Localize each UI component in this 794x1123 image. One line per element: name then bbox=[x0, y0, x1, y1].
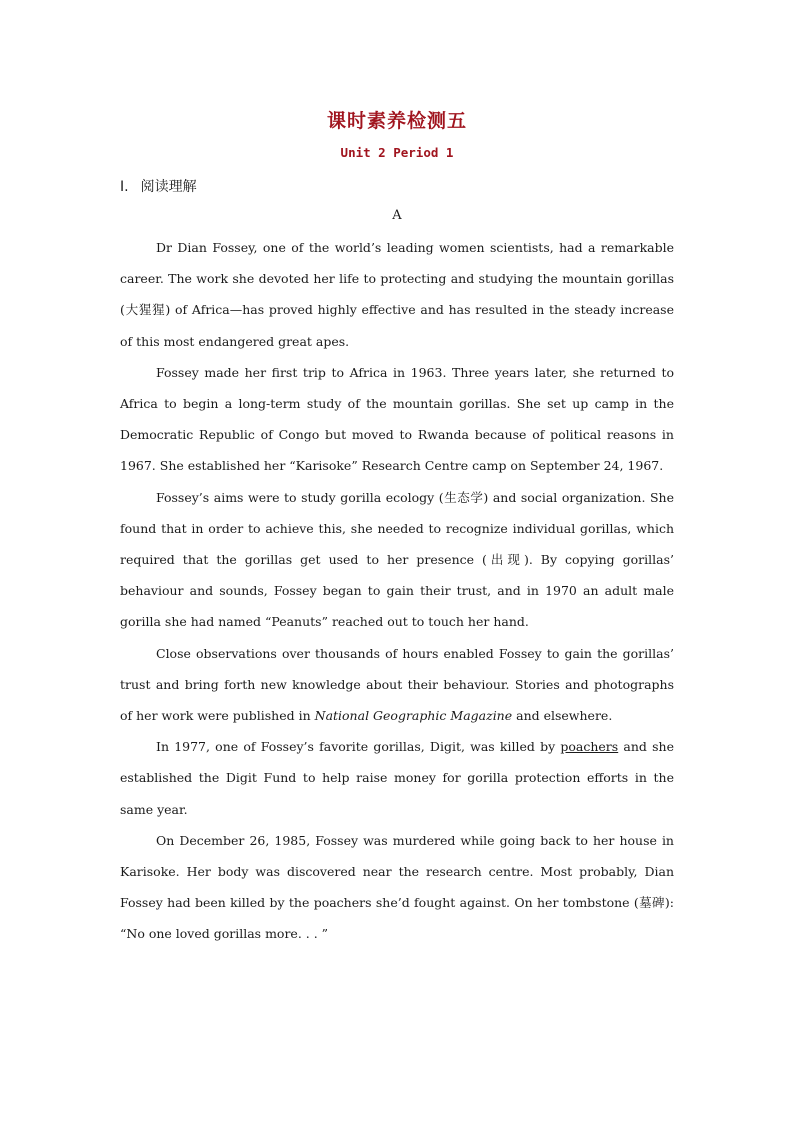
paragraph-5 bbox=[120, 731, 674, 825]
paragraph-3: Fossey’s aims were to study gorilla ecology (生态学) and social organization. She found that in order to achieve this, she needed to recognize individual gorillas, which required that the gorillas get used to her presence (出现). By copying gorillas’ behaviour and sounds, Fossey began to gain their trust, and in 1970 an adult male gorilla she had named “Peanuts” reached out to touch her hand. bbox=[120, 489, 674, 630]
underlined-word: poachers bbox=[560, 739, 619, 755]
section-number: Ⅰ. bbox=[120, 179, 129, 195]
paragraph-2: Fossey made her first trip to Africa in 1963. Three years later, she returned to Africa to begin a long-term study of the mountain gorillas. She set up camp in the Democratic Republic of Congo but moved to Rwanda because of political reasons in 1967. She established her “Karisoke” Research Centre camp on September 24, 1967. bbox=[120, 364, 674, 474]
paragraph-5-text-before: In 1977, one of Fossey’s favorite gorillas, Digit, was killed by bbox=[156, 739, 561, 755]
paragraph-4-text-before: Close observations over thousands of hours enabled Fossey to gain the gorillas’ trust and bring forth new knowledge about their behaviour. Stories and photographs of her work were published in bbox=[120, 645, 674, 724]
page-subtitle: Unit 2 Period 1 bbox=[340, 145, 454, 160]
section-heading bbox=[120, 176, 197, 196]
section-label: 阅读理解 bbox=[140, 179, 197, 195]
paragraph-4-text-after: and elsewhere. bbox=[512, 708, 613, 724]
magazine-title: National Geographic Magazine bbox=[314, 708, 513, 724]
paragraph-5-text-after: and she established the Digit Fund to help raise money for gorilla protection efforts in the same year. bbox=[120, 739, 674, 817]
passage-body bbox=[120, 232, 674, 950]
page-title: 课时素养检测五 bbox=[326, 110, 467, 132]
paragraph-6: On December 26, 1985, Fossey was murdered while going back to her house in Karisoke. Her body was discovered near the research centre. Most probably, Dian Fossey had been killed by the poachers she’d fought against. On her tombstone (墓碑): “No one loved gorillas more. . . ” bbox=[120, 832, 674, 942]
passage-label: A bbox=[392, 208, 402, 223]
paragraph-4 bbox=[120, 638, 674, 732]
paragraph-1: Dr Dian Fossey, one of the world’s leading women scientists, had a remarkable career. The work she devoted her life to protecting and studying the mountain gorillas (大猩猩) of Africa—has proved highly effective and has resulted in the steady increase of this most endangered great apes. bbox=[120, 240, 674, 349]
